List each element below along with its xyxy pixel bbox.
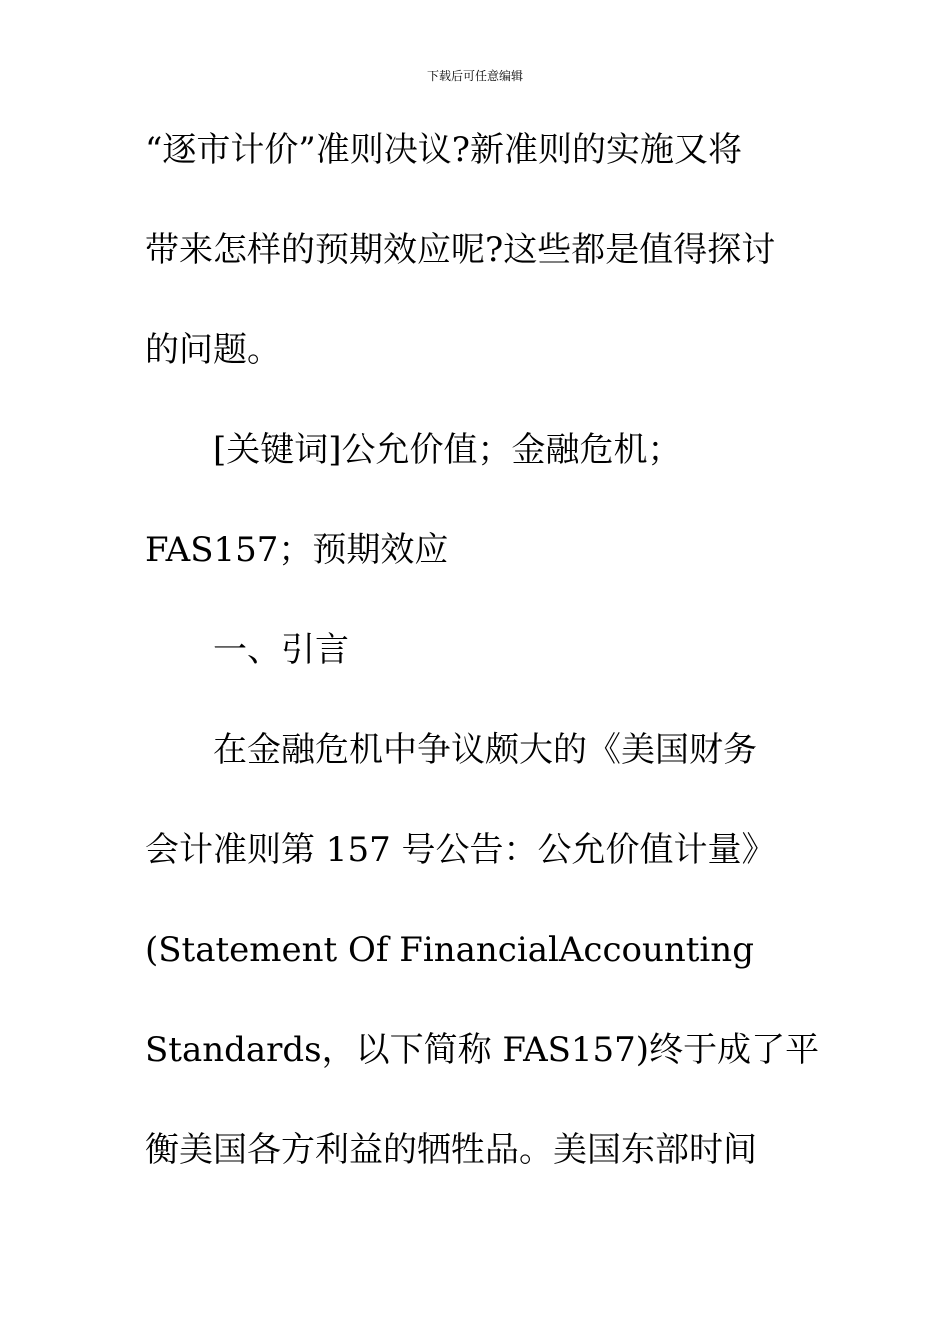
- keywords-line-continued: FAS157；预期效应: [145, 530, 449, 570]
- body-line: 的问题。: [145, 330, 281, 370]
- body-line: 衡美国各方利益的牺牲品。美国东部时间: [145, 1130, 757, 1170]
- keywords-line: [关键词]公允价值；金融危机；: [213, 430, 682, 470]
- page-header: 下载后可任意编辑: [426, 69, 523, 83]
- body-line: (Statement Of FinancialAccounting: [145, 930, 754, 970]
- body-line: 会计准则第 157 号公告：公允价值计量》: [145, 830, 776, 870]
- body-line: “逐市计价”准则决议?新准则的实施又将: [145, 130, 742, 170]
- body-line: 带来怎样的预期效应呢?这些都是值得探讨: [145, 230, 776, 270]
- body-line: Standards，以下简称 FAS157)终于成了平: [145, 1030, 820, 1070]
- body-line: 在金融危机中争议颇大的《美国财务: [213, 730, 757, 770]
- section-heading: 一、引言: [213, 630, 349, 670]
